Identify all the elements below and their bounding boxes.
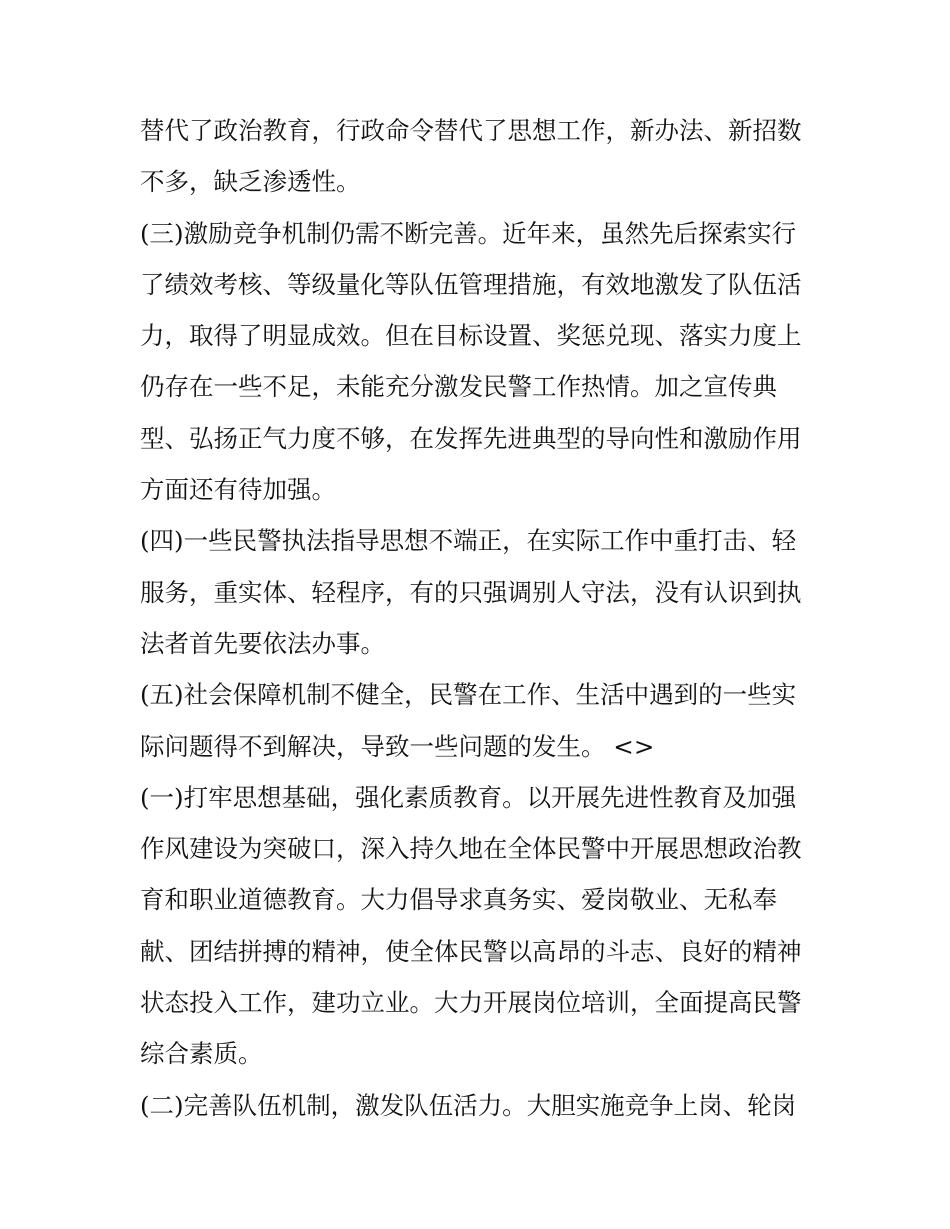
text-line: 型、弘扬正气力度不够，在发挥先进典型的导向性和激励作用 xyxy=(140,423,802,453)
text-line: (五)社会保障机制不健全，民警在工作、生活中遇到的一些实 xyxy=(140,680,797,710)
text-line: 方面还有待加强。 xyxy=(140,475,336,505)
text-line: 际问题得不到解决，导致一些问题的发生。 <> xyxy=(140,731,655,761)
text-line: (二)完善队伍机制，激发队伍活力。大胆实施竞争上岗、轮岗 xyxy=(140,1090,797,1120)
text-line: 不多，缺乏渗透性。 xyxy=(140,167,361,197)
text-line: 仍存在一些不足，未能充分激发民警工作热情。加之宣传典 xyxy=(140,372,777,402)
text-line: 作风建设为突破口，深入持久地在全体民警中开展思想政治教 xyxy=(140,834,802,864)
text-line: 状态投入工作，建功立业。大力开展岗位培训，全面提高民警 xyxy=(140,988,802,1018)
text-line: 服务，重实体、轻程序，有的只强调别人守法，没有认识到执 xyxy=(140,577,802,607)
text-line: 力，取得了明显成效。但在目标设置、奖惩兑现、落实力度上 xyxy=(140,321,802,351)
text-line: 育和职业道德教育。大力倡导求真务实、爱岗敬业、无私奉 xyxy=(140,885,777,915)
text-line: (一)打牢思想基础，强化素质教育。以开展先进性教育及加强 xyxy=(140,782,797,812)
text-line: 综合素质。 xyxy=(140,1039,263,1069)
text-line: (四)一些民警执法指导思想不端正，在实际工作中重打击、轻 xyxy=(140,526,797,556)
text-line: 替代了政治教育，行政命令替代了思想工作，新办法、新招数 xyxy=(140,116,802,145)
text-line: (三)激励竞争机制仍需不断完善。近年来，虽然先后探索实行 xyxy=(140,218,797,248)
text-line: 法者首先要依法办事。 xyxy=(140,628,385,658)
text-line: 献、团结拼搏的精神，使全体民警以高昂的斗志、良好的精神 xyxy=(140,936,802,966)
body-text xyxy=(140,105,820,1131)
text-line: 了绩效考核、等级量化等队伍管理措施，有效地激发了队伍活 xyxy=(140,269,802,299)
